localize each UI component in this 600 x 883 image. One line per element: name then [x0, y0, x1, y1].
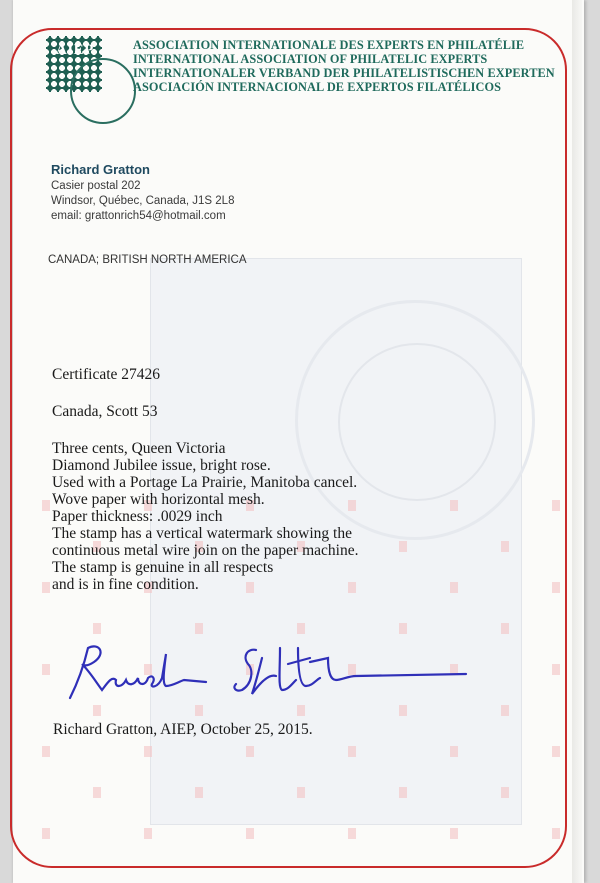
org-name-en: INTERNATIONAL ASSOCIATION OF PHILATELIC EXPERTS: [133, 52, 488, 66]
description-line: Wove paper with horizontal mesh.: [52, 491, 265, 508]
certificate-body: [52, 366, 358, 593]
description-line: The stamp has a vertical watermark showing the: [52, 525, 352, 542]
aiep-logo: [46, 36, 132, 130]
expert-email: email: grattonrich54@hotmail.com: [51, 210, 226, 222]
description-line: Three cents, Queen Victoria: [52, 440, 226, 457]
description-line: Used with a Portage La Prairie, Manitoba cancel.: [52, 474, 358, 491]
certificate-number: Certificate 27426: [52, 366, 161, 383]
handwritten-signature: [66, 640, 496, 710]
expert-name: Richard Gratton: [51, 162, 150, 177]
logo-ring: [70, 58, 136, 124]
description-line: The stamp is genuine in all respects: [52, 559, 274, 576]
description-line: and is in fine condition.: [52, 576, 199, 593]
org-name-de: INTERNATIONALER VERBAND DER PHILATELISTISCHEN EXPERTEN: [133, 66, 555, 80]
organization-names: [133, 38, 583, 94]
org-name-fr: ASSOCIATION INTERNATIONALE DES EXPERTS EN PHILATÉLIE: [133, 38, 525, 52]
logo-text: AIEP: [56, 42, 94, 58]
description-line: Paper thickness: .0029 inch: [52, 508, 223, 525]
expert-contact: [51, 162, 234, 224]
expert-address-line: Casier postal 202: [51, 180, 141, 192]
description-line: Diamond Jubilee issue, bright rose.: [52, 457, 271, 474]
description-line: continuous metal wire join on the paper machine.: [52, 542, 359, 559]
scott-number: Canada, Scott 53: [52, 403, 158, 420]
signed-by-line: Richard Gratton, AIEP, October 25, 2015.: [53, 721, 313, 738]
org-name-es: ASOCIACIÓN INTERNACIONAL DE EXPERTOS FILATÉLICOS: [133, 80, 502, 94]
stamp-origin: CANADA; BRITISH NORTH AMERICA: [48, 254, 247, 266]
expert-address-line: Windsor, Québec, Canada, J1S 2L8: [51, 195, 235, 207]
